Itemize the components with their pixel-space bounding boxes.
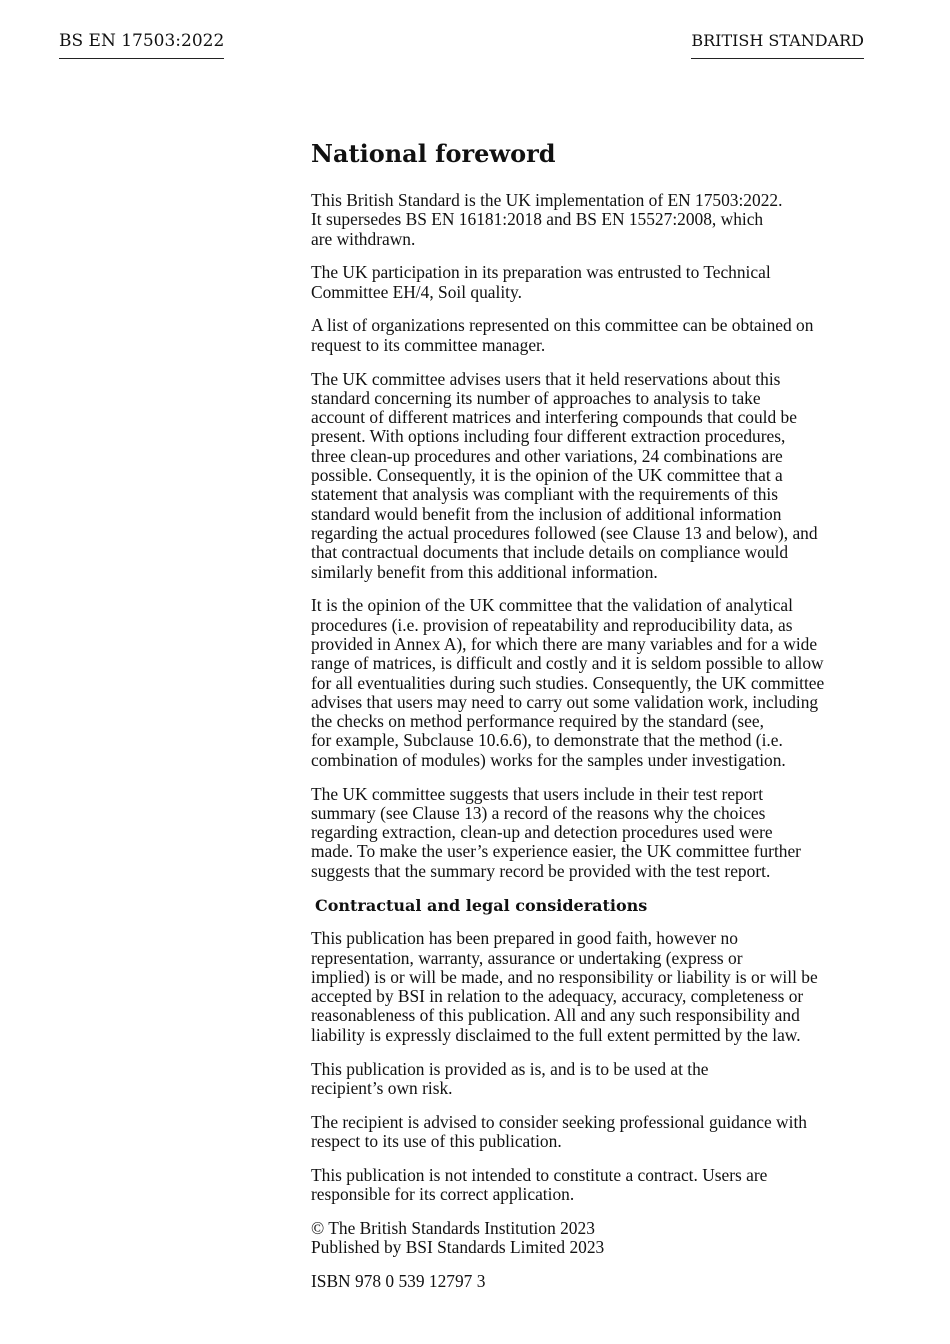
legal-heading: Contractual and legal considerations [315,895,648,915]
legal-paragraph: This publication has been prepared in good faith, however no representation, warranty, assurance or undertaking (express or implied) is or will be made, and no responsibility or liability is or will be accepted by BSI in relation to the adequacy, accuracy, completeness or reasonableness of this publication. All and any such responsibility and liability is expressly disclaimed to the full extent permitted by the law. [311,928,818,1045]
legal-paragraph: This publication is provided as is, and is to be used at the recipient’s own risk. [311,1058,709,1098]
foreword-paragraph: A list of organizations represented on this committee can be obtained on request to its committee manager. [311,315,814,355]
foreword-paragraph: This British Standard is the UK implementation of EN 17503:2022. It supersedes BS EN 16181:2018 and BS EN 15527:2008, which are withdrawn. [311,190,783,249]
isbn: ISBN 978 0 539 12797 3 [311,1270,486,1291]
header-doc-id: BS EN 17503:2022 [59,30,224,59]
header-label: BRITISH STANDARD [691,30,864,59]
foreword-body [311,138,867,1306]
legal-paragraph: This publication is not intended to constitute a contract. Users are responsible for its correct application. [311,1164,768,1205]
foreword-paragraph: The UK committee advises users that it held reservations about this standard concerning its number of approaches to analysis to take account of different matrices and interfering compounds that could be present. With options including four different extraction procedures, three clean-up procedures and other variations, 24 combinations are possible. Consequently, it is the opinion of the UK committee that a statement that analysis was compliant with the requirements of this standard would benefit from the inclusion of additional information regarding the actual procedures followed (see Clause 13 and below), and that contractual documents that include details on compliance would similarly benefit from this additional information. [311,368,818,582]
foreword-paragraph: It is the opinion of the UK committee that the validation of analytical procedures (i.e. provision of repeatability and reproducibility data, as provided in Annex A), for which there are many variables and for a wide range of matrices, is difficult and costly and it is seldom possible to allow for all eventualities during such studies. Consequently, the UK committee advises that users may need to carry out some validation work, including the checks on method performance required by the standard (see, for example, Subclause 10.6.6), to demonstrate that the method (i.e. combination of modules) works for the samples under investigation. [311,595,825,770]
foreword-paragraph: The UK committee suggests that users include in their test report summary (see Clause 13) a record of the reasons why the choices regarding extraction, clean-up and detection procedures used were made. To make the user’s experience easier, the UK committee further suggests that the summary record be provided with the test report. [311,783,801,881]
foreword-paragraph: The UK participation in its preparation was entrusted to Technical Committee EH/4, Soil quality. [311,262,771,302]
copyright-notice: © The British Standards Institution 2023 Published by BSI Standards Limited 2023 [311,1217,605,1258]
legal-paragraph: The recipient is advised to consider seeking professional guidance with respect to its use of this publication. [311,1111,807,1151]
page-title: National foreword [311,139,556,168]
